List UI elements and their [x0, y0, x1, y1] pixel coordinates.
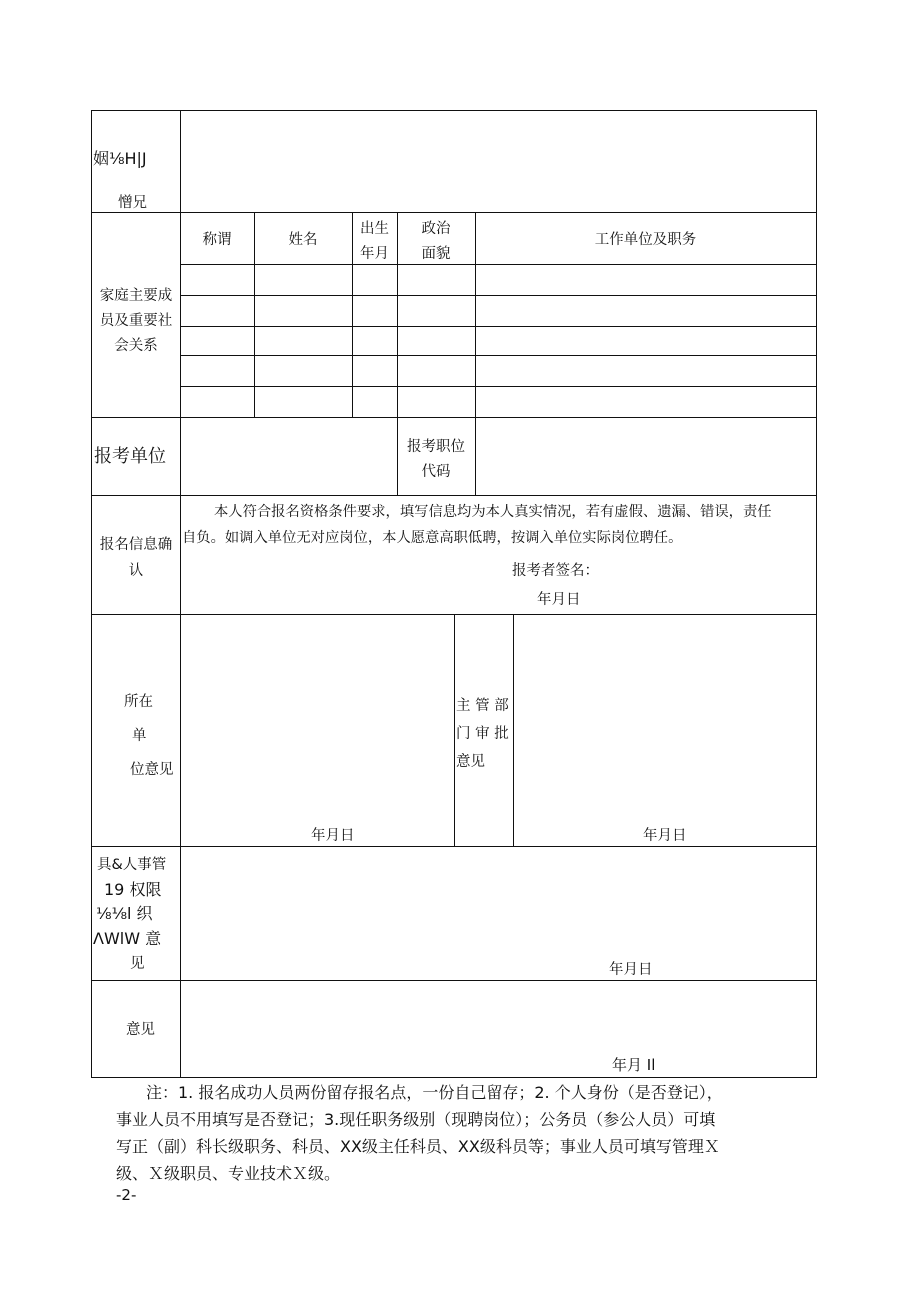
marriage-label-line1: 姻⅛H|J [93, 149, 147, 168]
dept-label-line2: 门 审 批 [456, 726, 509, 742]
hr-opinion-input[interactable] [182, 848, 814, 958]
marriage-input-cell[interactable] [182, 112, 814, 210]
family-label-line1: 家庭主要成 [99, 288, 173, 304]
footnote-line3: 写正（副）科长级职务、科员、XX级主任科员、XX级科员等；事业人员可填写管理Ｘ [116, 1137, 720, 1156]
dept-label-line1: 主 管 部 [456, 698, 509, 714]
post-code-input[interactable] [477, 419, 815, 494]
table-border-left [91, 110, 92, 1078]
family-label-line3: 会关系 [114, 338, 158, 354]
family-row-line [180, 326, 817, 327]
header-work: 工作单位及职务 [594, 232, 697, 248]
family-row-line [180, 295, 817, 296]
hr-label-line3: ⅛⅛l 织 [96, 904, 153, 923]
dept-opinion-date: 年月日 [643, 828, 687, 844]
apply-unit-label: 报考单位 [94, 446, 166, 467]
footnote-line4: 级、Ｘ级职员、专业技术Ｘ级。 [116, 1164, 341, 1183]
marriage-label-line2: 憎兄 [118, 195, 147, 211]
final-date: 年月 Il [612, 1056, 656, 1074]
confirm-statement-line2: 自负。如调入单位无对应岗位，本人愿意高职低聘，按调入单位实际岗位聘任。 [182, 530, 683, 546]
header-politics-line2: 面貌 [421, 246, 451, 262]
family-col-line [352, 212, 353, 418]
section-divider [91, 212, 817, 213]
hr-label-line5: 见 [130, 956, 145, 972]
apply-unit-input[interactable] [182, 419, 396, 494]
section-divider [91, 980, 817, 981]
header-birth-line1: 出生 [360, 221, 389, 237]
section-divider [91, 417, 817, 418]
table-border-bottom [91, 1077, 817, 1078]
family-label-line2: 员及重要社 [99, 313, 173, 329]
dept-opinion-input[interactable] [515, 616, 815, 820]
post-code-label-line2: 代码 [421, 464, 451, 480]
hr-label-line1: 具&人事管 [97, 857, 167, 873]
confirm-label-line1: 报名信息确 [99, 537, 173, 553]
header-politics-line1: 政治 [421, 221, 451, 237]
table-border-right [816, 110, 817, 1078]
apply-col-line [397, 417, 398, 496]
hr-label-line2: 19 权限 [104, 880, 162, 899]
label-column-divider [180, 110, 181, 1078]
section-divider [91, 495, 817, 496]
apply-col-line [475, 417, 476, 496]
final-opinion-label: 意见 [126, 1022, 155, 1038]
unit-opinion-date: 年月日 [311, 828, 355, 844]
footnote-line2: 事业人员不用填写是否登记；3.现任职务级别（现聘岗位）；公务员（参公人员）可填 [116, 1110, 716, 1129]
dept-label-line3: 意见 [456, 754, 485, 770]
family-row-line [180, 386, 817, 387]
hr-date: 年月日 [609, 962, 653, 978]
header-birth-line2: 年月 [360, 246, 389, 262]
family-row-line [180, 355, 817, 356]
unit-opinion-input[interactable] [182, 616, 453, 820]
opinion-col-line [513, 614, 514, 847]
family-row-line [180, 264, 817, 265]
confirm-signature-label: 报考者签名： [512, 563, 599, 579]
footnote-line1: 注：1. 报名成功人员两份留存报名点，一份自己留存；2. 个人身份（是否登记）， [146, 1083, 723, 1102]
header-title: 称谓 [202, 232, 232, 248]
confirm-label-line2: 认 [128, 563, 144, 579]
confirm-statement-line1: 本人符合报名资格条件要求，填写信息均为本人真实情况，若有虚假、遗漏、错误，责任 [214, 504, 772, 520]
confirm-date: 年月日 [537, 592, 581, 608]
final-opinion-input[interactable] [182, 982, 814, 1054]
opinion-col-line [454, 614, 455, 847]
unit-opinion-label-line2: 单 [132, 728, 147, 744]
post-code-label-line1: 报考职位 [407, 439, 465, 455]
footnote [116, 1079, 818, 1187]
header-name: 姓名 [288, 232, 318, 248]
family-col-line [397, 212, 398, 418]
unit-opinion-label-line1: 所在 [124, 694, 153, 710]
unit-opinion-label-line3: 位意见 [130, 762, 174, 778]
table-border-top [91, 110, 817, 111]
hr-label-line4: ΛWlW 意 [93, 929, 162, 948]
page-number: -2- [116, 1186, 137, 1204]
